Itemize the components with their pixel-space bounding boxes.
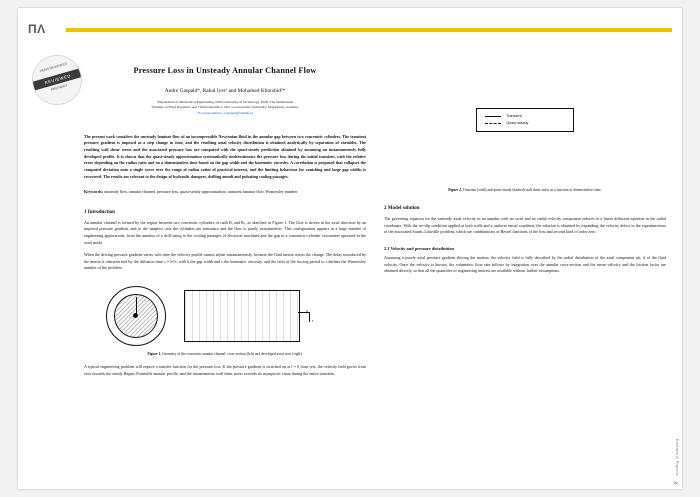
legend-entry-transient <box>485 114 522 118</box>
section-heading-introduction: 1 Introduction <box>84 209 115 215</box>
journal-edge-label: frontiers in Physics <box>675 438 679 475</box>
badge-band-text: REVIEWED <box>27 66 88 92</box>
page-number: 01 <box>673 480 678 485</box>
intro-paragraph-2: When the driving pressure gradient varies with time the velocity profile cannot adjust instantaneously, because the fluid inertia resists the change. The delay introduced by the inertia is characterised by the diffusion time τ = h²/ν, with h the gap width and ν the kinematic viscosity, and the ratio of the forcing period to τ defines the Womersley number of the problem. <box>84 252 366 271</box>
axis-x-label: x <box>306 308 308 314</box>
left-column <box>84 52 366 383</box>
intro-paragraph-1: An annular channel is formed by the region between two concentric cylinders of radii Rᵢ and Rₒ, as sketched in Figure 1. The flow is driven in the axial direction by an imposed pressure gradient, and in the simplest case the cylinders are stationary and the flow is purely axisymmetric. This configuration appears in a large number of engineering applications, from the annulus of a drill string to the cooling passages of electrical machines and the gap in a concentric-cylinder viscometer operated in the axial mode. <box>84 219 366 245</box>
correspondence-email[interactable]: *Correspondence: a.gaspald@tudelft.nl <box>197 110 253 115</box>
author-list: Andre Gaspald*, Rahul Iyer¹ and Mohamed Khorshid²* <box>164 88 286 94</box>
figure-2-caption <box>384 188 666 192</box>
figure-1-caption-text: Geometry of the concentric annular channel: cross-section (left) and developed axial view (right). <box>162 352 303 357</box>
figure-2-caption-text: Transient (solid) and quasi-steady (dashed) wall shear stress as a function of dimensionless time. <box>462 188 602 192</box>
keywords-label: Keywords: <box>84 189 104 195</box>
keywords-text: unsteady flow, annular channel, pressure loss, quasi-steady approximation, transient laminar flow, Womersley number <box>104 189 298 195</box>
intro-paragraph-3: A typical engineering problem will require a transfer function for the pressure loss. If the pressure gradient is switched on at t = 0 from rest, the velocity field grows from zero towards the steady Hagen–Poiseuille annular profile, and the instantaneous wall shear stress exceeds its asymptotic value during the entire transient. <box>84 364 366 376</box>
annulus-cross-section <box>106 286 166 346</box>
affiliations <box>84 100 366 116</box>
annulus-radius-arrow <box>136 297 137 316</box>
axis-r-line <box>309 312 310 322</box>
keywords-block <box>84 189 366 196</box>
figure-2 <box>384 74 666 184</box>
model-subsection-paragraph: Assuming a purely axial pressure gradient driving the motion, the velocity field is fully described by the radial distribution of the axial component u(r, t) of the fluid velocity. Once the velocity is known, the volumetric flow rate follows by integration over the annular cross-section and the mean velocity and the friction factor are obtained directly, so that all the quantities of engineering interest are available without further assumptions. <box>384 254 666 274</box>
affiliation-1: ¹Department of Mechanical Engineering, Delft University of Technology, Delft, The Netherlands <box>157 100 293 104</box>
publisher-mark: ΠΛ <box>28 22 46 36</box>
right-column <box>384 52 666 281</box>
figure-1 <box>84 282 366 348</box>
paper-page <box>18 8 682 489</box>
legend-swatch-solid-icon <box>485 116 501 117</box>
abstract-text: The present work considers the unsteady laminar flow of an incompressible Newtonian fluid in the annular gap between two concentric cylinders. The transient pressure gradient is imposed as a step change in time, and the resulting axial velocity distribution is obtained analytically by separation of variables. The resulting wall shear stress and the associated pressure loss are compared with the quasi-steady prediction obtained by assuming an instantaneously fully developed profile. It is shown that the quasi-steady approximation systematically underestimates the pressure loss during the initial transient, with the relative error depending on the radius ratio and on a dimensionless time based on the gap width and the kinematic viscosity. A correlation is proposed that collapses the computed deviation onto a single curve over the range of radius ratios of practical interest, and the limiting behaviour for vanishing and large gap widths is recovered. The results are relevant to the design of hydraulic dampers, drilling annuli and pulsating cooling passages. <box>84 133 366 179</box>
legend-label-transient: Transient <box>506 114 522 118</box>
legend-swatch-dashed-icon <box>485 123 501 124</box>
annulus-developed-view <box>184 290 300 342</box>
legend-label-quasi-steady: Quasi-steady <box>506 121 529 125</box>
subsection-heading-velocity: 2.1 Velocity and pressure distribution <box>384 245 454 251</box>
axis-r-label: r <box>312 318 314 324</box>
badge-top-text: PEER REVIEWED <box>39 61 68 74</box>
badge-sub-text: PREPRINT <box>50 83 69 92</box>
page-title: Pressure Loss in Unsteady Annular Channel Flow <box>133 66 317 75</box>
figure-2-legend <box>476 108 574 132</box>
figure-1-caption <box>84 352 366 356</box>
figure-2-caption-label: Figure 2. <box>448 188 462 192</box>
section-heading-model: 2 Model solution <box>384 206 420 211</box>
affiliation-2: ²Institute of Fluid Dynamics and Thermodynamics, Otto-von-Guericke University, Magdeburg, Germany <box>151 105 299 110</box>
model-intro-paragraph: The governing equation for the unsteady axial velocity in an annulus with no swirl and no radial velocity component reduces to a linear diffusion equation in the radial coordinate. With the no-slip condition applied at both walls and a uniform initial condition, the solution is obtained by expanding the velocity defect in the eigenfunctions of the associated Sturm–Liouville problem, which are combinations of Bessel functions of the first and second kind of order zero. <box>384 216 666 235</box>
peer-review-badge <box>26 49 88 111</box>
legend-entry-quasi-steady <box>485 121 528 125</box>
header-rule <box>66 28 672 32</box>
annulus-hatching <box>185 291 299 341</box>
figure-1-caption-label: Figure 1. <box>147 352 162 357</box>
